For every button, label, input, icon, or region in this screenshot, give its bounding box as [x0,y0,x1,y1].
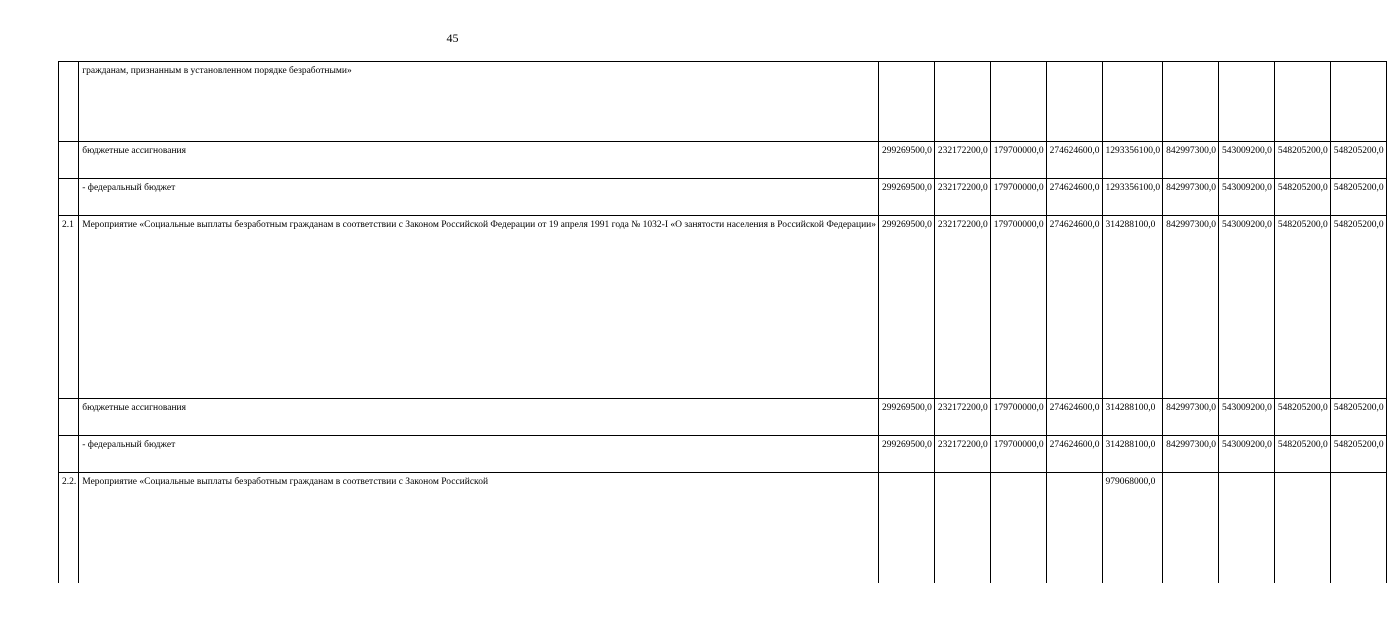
value-cell: 314288100,0 [1102,216,1163,399]
value-cell: 548205200,0 [1274,399,1330,436]
table-row [59,216,1387,399]
value-cell: 548205200,0 [1274,142,1330,179]
value-cell: 314288100,0 [1102,436,1163,473]
description-cell: бюджетные ассигнования [79,142,879,179]
value-cell [990,62,1046,142]
value-cell [1102,62,1163,142]
row-number-cell [59,436,79,473]
table-row [59,142,1387,179]
table-row [59,179,1387,216]
value-cell: 299269500,0 [879,142,935,179]
value-cell [879,473,935,583]
value-cell [1330,473,1386,583]
value-cell: 979068000,0 [1102,473,1163,583]
value-cell: 543009200,0 [1219,142,1275,179]
value-cell: 179700000,0 [990,436,1046,473]
value-cell: 548205200,0 [1274,216,1330,399]
value-cell: 548205200,0 [1330,179,1386,216]
value-cell: 548205200,0 [1274,179,1330,216]
description-cell: - федеральный бюджет [79,436,879,473]
value-cell [1219,473,1275,583]
value-cell [1163,62,1219,142]
value-cell: 232172200,0 [934,142,990,179]
value-cell: 232172200,0 [934,399,990,436]
table-row [59,436,1387,473]
value-cell: 842997300,0 [1163,216,1219,399]
table-row [59,473,1387,583]
value-cell [879,62,935,142]
value-cell [1274,62,1330,142]
description-cell: Мероприятие «Социальные выплаты безработным гражданам в соответствии с Законом Российской Федерации от 19 апреля 1991 года № 1032-I «О занятости населения в Российской Федерации» [79,216,879,399]
value-cell [1046,473,1102,583]
value-cell: 543009200,0 [1219,179,1275,216]
value-cell [1330,62,1386,142]
value-cell: 1293356100,0 [1102,179,1163,216]
value-cell [1163,473,1219,583]
value-cell: 299269500,0 [879,179,935,216]
table-row [59,62,1387,142]
row-number-cell [59,62,79,142]
value-cell: 179700000,0 [990,399,1046,436]
table-row [59,399,1387,436]
description-cell: - федеральный бюджет [79,179,879,216]
row-number-cell [59,142,79,179]
value-cell [934,62,990,142]
value-cell: 274624600,0 [1046,179,1102,216]
value-cell: 543009200,0 [1219,436,1275,473]
value-cell: 274624600,0 [1046,216,1102,399]
value-cell: 314288100,0 [1102,399,1163,436]
value-cell: 543009200,0 [1219,216,1275,399]
value-cell: 179700000,0 [990,142,1046,179]
value-cell: 274624600,0 [1046,142,1102,179]
value-cell: 299269500,0 [879,216,935,399]
value-cell: 179700000,0 [990,216,1046,399]
row-number-cell [59,179,79,216]
value-cell: 842997300,0 [1163,179,1219,216]
value-cell: 548205200,0 [1330,216,1386,399]
value-cell: 842997300,0 [1163,142,1219,179]
value-cell: 548205200,0 [1274,436,1330,473]
table-body [59,62,1387,583]
value-cell [1274,473,1330,583]
value-cell: 842997300,0 [1163,436,1219,473]
value-cell [934,473,990,583]
value-cell: 274624600,0 [1046,399,1102,436]
value-cell [1219,62,1275,142]
value-cell: 232172200,0 [934,179,990,216]
value-cell: 548205200,0 [1330,142,1386,179]
value-cell: 179700000,0 [990,179,1046,216]
value-cell: 299269500,0 [879,436,935,473]
description-cell: бюджетные ассигнования [79,399,879,436]
row-number-cell: 2.1 [59,216,79,399]
budget-table [58,61,1387,583]
value-cell: 299269500,0 [879,399,935,436]
value-cell: 842997300,0 [1163,399,1219,436]
row-number-cell: 2.2. [59,473,79,583]
value-cell: 543009200,0 [1219,399,1275,436]
value-cell: 274624600,0 [1046,436,1102,473]
value-cell: 548205200,0 [1330,436,1386,473]
row-number-cell [59,399,79,436]
value-cell [990,473,1046,583]
description-cell: гражданам, признанным в установленном порядке безработными» [79,62,879,142]
value-cell [1046,62,1102,142]
description-cell: Мероприятие «Социальные выплаты безработным гражданам в соответствии с Законом Российской [79,473,879,583]
value-cell: 232172200,0 [934,216,990,399]
page-number: 45 [446,31,459,45]
value-cell: 548205200,0 [1330,399,1386,436]
value-cell: 232172200,0 [934,436,990,473]
value-cell: 1293356100,0 [1102,142,1163,179]
